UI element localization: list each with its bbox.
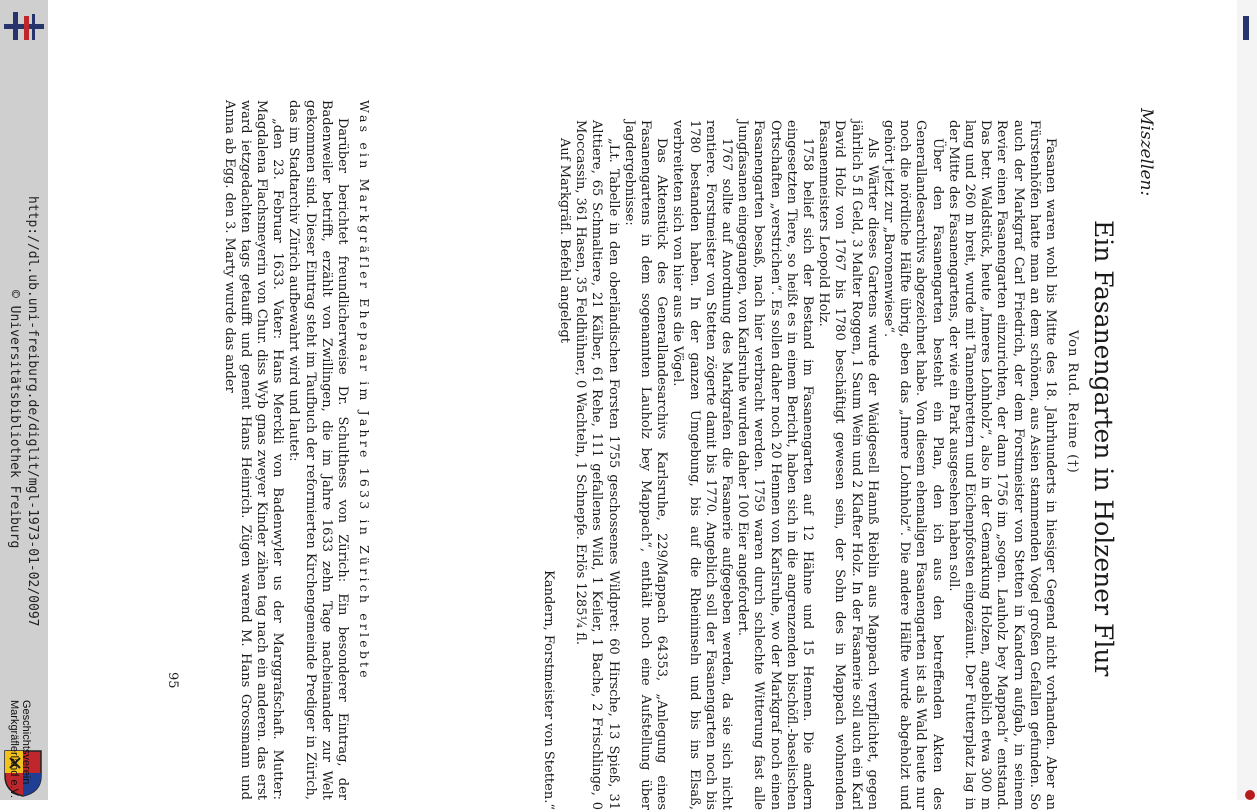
article-title: Ein Fasanengarten in Holzener Flur <box>1089 220 1118 677</box>
quote-paragraph: „Lt. Tabelle in den oberländischen Forsten 1755 geschossenes Wildpret: 60 Hirsche, 13 Spieß, 31 Alttiere, 65 Schmaltiere, 21 Kälber, 61 Rehe, 111 gefallenes Wild, 1 Keiler, 1 Bache, 2 Frischlinge, 0 Moccassin, 361 Hasen, 35 Feldhühner, 0 Wachteln, 1 Schnepfe. Erlös 1285¼ fl. <box>573 120 621 810</box>
quote-paragraph: „den 23. Februar 1633. Vater: Hans Merckli von Badenwyler us der Marggrafschaft. Mutter: Magdalena Flachsmeyerin von Chur. diss Wyb gnas zweyer Kinder zähen tag nach ein anderen. das erst ward ietzgedachten tags getaufft und genent Hans Heinrich. Zügen warend M. Hans Grossmann und Anna ab Egg. den 3. Marty wurde das ander <box>221 100 286 800</box>
page-number: 95 <box>165 672 180 689</box>
quote-signature: Kandern, Forstmeister von Stetten.“ <box>540 570 556 810</box>
copyright: © Universitätsbibliothek Freiburg <box>7 290 22 549</box>
article-body <box>540 120 1059 810</box>
viewer-dot-icon <box>1245 790 1255 800</box>
paragraph: Als Wärter dieses Gartens wurde der Waidgesell Hannß Rieblin aus Mappach verpflichtet, gegen jährlich 5 fl Geld, 3 Malter Roggen, 1 Saum Wein und 2 Klafter Holz. In der Fasanerie soll auch ein Karl David Holz von 1767 bis 1780 beschäftigt gewesen sein, der Sohn des in Mappach wohnenden Fasanenmeisters Leopold Holz. <box>816 120 880 810</box>
paragraph: Das Aktenstück des Generallandesarchivs Karlsruhe, 229/Mappach 64353, „Anlegung eines Fasanengartens in dem sogenannten Lauholz bey Mappach“, enthält noch eine Aufstellung über Jagdergebnisse: <box>621 120 670 810</box>
quote-line: Auf Markgräfl. Befehl angelegt <box>556 138 572 344</box>
subheading: Was ein Markgräfler Ehepaar im Jahre 1633 in Zürich erlebte <box>357 100 372 681</box>
society-name: Geschichtsverein Markgräflerland e.V. <box>8 700 32 799</box>
right-margin <box>1237 0 1257 800</box>
paragraph: 1767 sollte auf Anordnung des Markgrafen die Fasanerie aufgegeben werden, da sie sich nicht rentiere. Forstmeister von Stetten zögerte damit bis 1770. Angeblich soll der Fasanengarten noch bis 1780 bestanden haben. In der ganzen Umgebung, bis auf die Rheininseln und bis ins Elsaß, verbreiteten sich von hier aus die Vögel. <box>670 120 734 810</box>
paragraph: Über den Fasanengarten besteht ein Plan, den ich aus den betreffenden Akten des Generallandesarchivs abgezeichnet habe. Von diesem ehemaligen Fasanengarten ist als Wald heute nur noch die nördliche Hälfte übrig, eben das „Innere Lohnholz“. Die andere Hälfte wurde abgeholzt und gehört jetzt zur „Baronenwiese“. <box>880 120 945 810</box>
ub-freiburg-logo-icon <box>0 6 48 46</box>
section-label: Miszellen: <box>1136 108 1156 197</box>
paragraph: Fasanen waren wohl bis Mitte des 18. Jahrhunderts in hiesiger Gegend nicht vorhanden. Aber an Fürstenhöfen hatte man an dem schönen, aus Asien stammenden Vogel großen Gefallen gefunden. So auch der Markgraf Carl Friedrich, der dem Forstmeister von Stetten in Kandern aufgab, in seinem Revier einen Fasanengarten einzurichten, der dann 1756 im „sogen. Lauholz bey Mappach“ entstand. Das betr. Waldstück, heute „Inneres Lohnholz“, also in der Gemarkung Holzen, angeblich etwa 300 m lang und 260 m breit, wurde mit Tannenbrettern und Eichenpfosten eingezäunt. Der Futterplatz lag in der Mitte des Fasanengartens, der wie ein Park ausgesehen haben soll. <box>945 120 1058 810</box>
permalink[interactable]: http://dl.ub.uni-freiburg.de/diglit/mgl-1973-01-02/0097 <box>25 196 40 627</box>
paragraph: 1758 belief sich der Bestand im Fasanengarten auf 12 Hähne und 15 Hennen. Die andern eingesetzten Tiere, so heißt es in einem Bericht, haben sich in die angrenzenden bischöfl.-baselischen Ortschaften „verstrichen“. Es sollen daher noch 20 Hennen von Karlsruhe, wo der Markgraf noch einen Fasanengarten besaß, nach hier verbracht werden. 1759 waren durch schlechte Witterung fast alle Jungfasanen eingegangen, von Karlsruhe wurden daher 100 Eier angefordert. <box>735 120 815 810</box>
viewer-mark <box>1243 16 1249 40</box>
article-author: Von Rud. Reime (†) <box>1065 330 1080 474</box>
paragraph: Darüber berichtet freundlicherweise Dr. Schulthess von Zürich: Ein besonderer Eintrag, der Badenweiler betrifft, erzählt von Zwillingen, die im Jahre 1633 zehn Tage nacheinander zur Welt gekommen sind. Dieser Eintrag steht im Taufbuch der reformierten Kirchengemeinde Prediger in Zürich, das im Stadtarchiv Zürich aufbewahrt wird und lautet: <box>286 100 350 800</box>
second-article-body <box>220 100 350 800</box>
